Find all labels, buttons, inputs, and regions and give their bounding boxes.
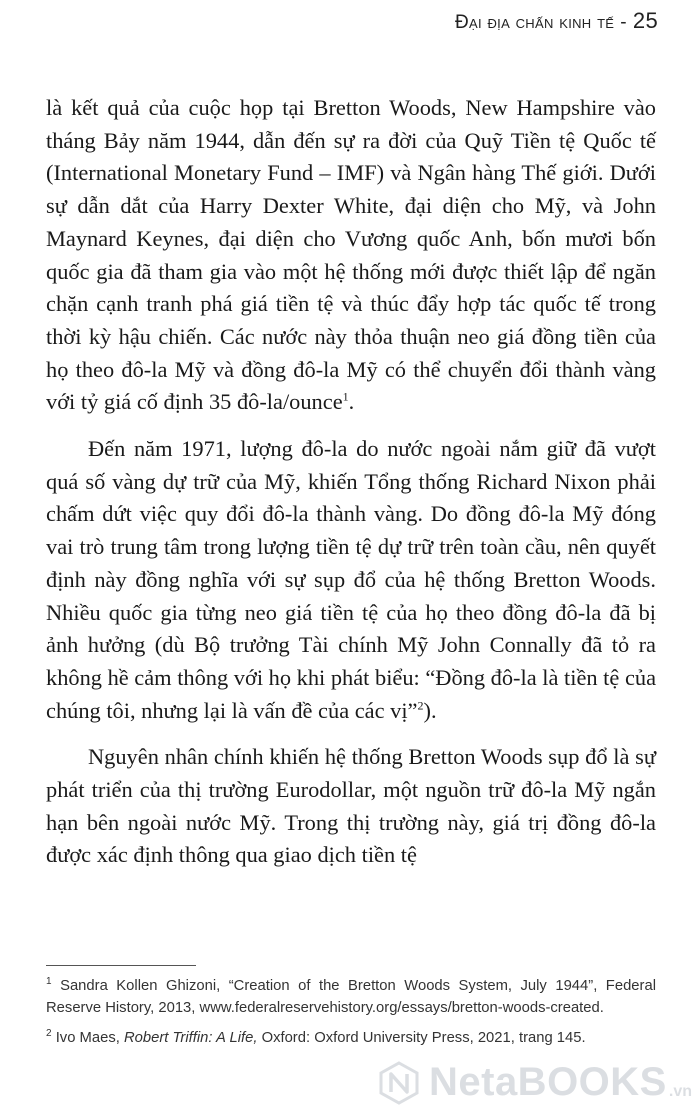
footnote-ref-2[interactable]: 2 bbox=[417, 698, 424, 713]
running-title: Đại địa chấn kinh tế bbox=[454, 12, 615, 33]
footnote-2 bbox=[46, 1027, 656, 1049]
footnote-2-author: Ivo Maes, bbox=[55, 1030, 124, 1046]
header-separator: - bbox=[620, 12, 627, 33]
paragraph-1-text: là kết quả của cuộc họp tại Bretton Woods, New Hampshire vào tháng Bảy năm 1944, dẫn đến sự ra đời của Quỹ Tiền tệ Quốc tế (International Monetary Fund – IMF) và Ngân hàng Thế giới. Dưới sự dẫn dắt của Harry Dexter White, đại diện cho Mỹ, và John Maynard Keynes, đại diện cho Vương quốc Anh, bốn mươi bốn quốc gia đã tham gia vào một hệ thống mới được thiết lập để ngăn chặn cạnh tranh phá giá tiền tệ và thúc đẩy hợp tác quốc tế trong thời kỳ hậu chiến. Các nước này thỏa thuận neo giá đồng tiền của họ theo đô-la Mỹ và đồng đô-la Mỹ có thể chuyển đổi thành vàng với tỷ giá cố định 35 đô-la/ounce bbox=[46, 95, 656, 415]
paragraph-2-end: ). bbox=[423, 697, 437, 723]
footnotes bbox=[46, 975, 656, 1049]
footnote-1-mark: 1 bbox=[46, 976, 52, 988]
footnote-1-text: Sandra Kollen Ghizoni, “Creation of the Bretton Woods System, July 1944”, Federal Reserve History, 2013, www.federalreservehistory.org/essays/bretton-woods-created. bbox=[46, 978, 656, 1016]
footnote-2-mark: 2 bbox=[46, 1028, 52, 1040]
netabooks-logo-icon bbox=[377, 1061, 421, 1105]
paragraph-2-text: Đến năm 1971, lượng đô-la do nước ngoài nắm giữ đã vượt quá số vàng dự trữ của Mỹ, khiến Tổng thống Richard Nixon phải chấm dứt việc quy đổi đô-la thành vàng. Do đồng đô-la Mỹ đóng vai trò trung tâm trong lượng tiền tệ dự trữ trên toàn cầu, nên quyết định này đồng nghĩa với sự sụp đổ của hệ thống Bretton Woods. Nhiều quốc gia từng neo giá tiền tệ của họ theo đồng đô-la đã bị ảnh hưởng (dù Bộ trưởng Tài chính Mỹ John Connally đã tỏ ra không hề cảm thông với họ khi phát biểu: “Đồng đô-la là tiền tệ của chúng tôi, nhưng lại là vấn đề của các vị” bbox=[46, 436, 657, 723]
footnote-1 bbox=[46, 975, 656, 1019]
footnote-divider bbox=[46, 965, 196, 966]
watermark-brand: NetaBOOKS bbox=[428, 1060, 667, 1104]
paragraph-2 bbox=[46, 433, 656, 727]
footnote-ref-1[interactable]: 1 bbox=[342, 389, 349, 404]
body-text bbox=[46, 92, 656, 872]
running-header bbox=[455, 8, 658, 34]
paragraph-3: Nguyên nhân chính khiến hệ thống Bretton Woods sụp đổ là sự phát triển của thị trường Eurodollar, một nguồn trữ đô-la Mỹ ngắn hạn bên ngoài nước Mỹ. Trong thị trường này, giá trị đồng đô-la được xác định thông qua giao dịch tiền tệ bbox=[46, 744, 656, 868]
footnote-2-title: Robert Triffin: A Life, bbox=[123, 1030, 258, 1046]
watermark bbox=[377, 1060, 692, 1105]
paragraph-1 bbox=[46, 92, 656, 419]
footnote-2-rest: Oxford: Oxford University Press, 2021, trang 145. bbox=[257, 1030, 586, 1046]
page-number: 25 bbox=[632, 8, 658, 33]
watermark-tld: .vn bbox=[668, 1083, 692, 1100]
paragraph-1-end: . bbox=[348, 389, 355, 415]
